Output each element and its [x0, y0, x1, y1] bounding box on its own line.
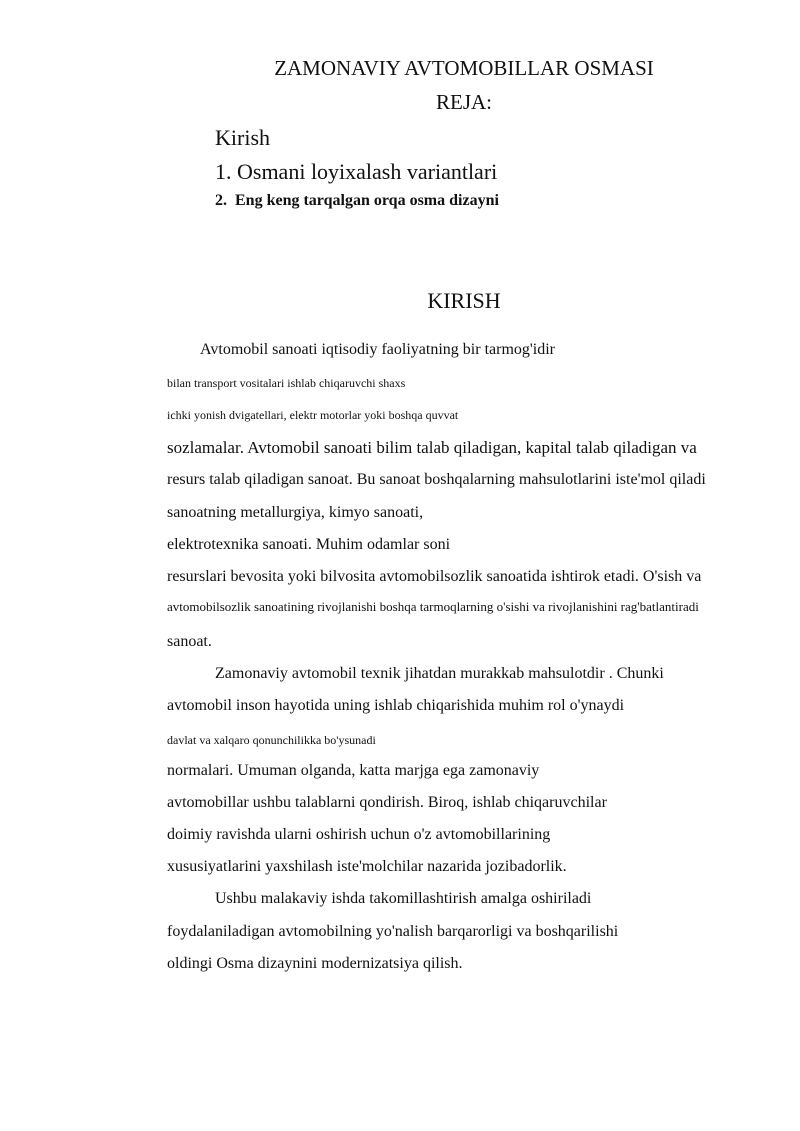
- body-line: normalari. Umuman olganda, katta marjga ega zamonaviy: [167, 762, 540, 779]
- body-line: avtomobilsozlik sanoatining rivojlanishi boshqa tarmoqlarning o'sishi va rivojlanishini rag'batlantiradi: [167, 599, 699, 614]
- body-line: elektrotexnika sanoati. Muhim odamlar soni: [167, 536, 451, 553]
- toc-item-2: [215, 192, 499, 210]
- body-line: avtomobil inson hayotida uning ishlab chiqarishida muhim rol o'ynaydi: [167, 697, 625, 714]
- body-line: Zamonaviy avtomobil texnik jihatdan murakkab mahsulotdir . Chunki: [215, 665, 664, 682]
- body-line: xususiyatlarini yaxshilash iste'molchilar nazarida jozibadorlik.: [167, 858, 567, 875]
- body-line: doimiy ravishda ularni oshirish uchun o'z avtomobillarining: [167, 826, 551, 843]
- body-line: Ushbu malakaviy ishda takomillashtirish amalga oshiriladi: [215, 890, 592, 907]
- toc-item-2-number: 2.: [215, 192, 227, 209]
- document-title: ZAMONAVIY AVTOMOBILLAR OSMASI: [274, 56, 654, 80]
- section-heading-kirish: KIRISH: [427, 288, 501, 313]
- toc-item-2-text: Eng keng tarqalgan orqa osma dizayni: [235, 192, 499, 209]
- body-line: davlat va xalqaro qonunchilikka bo'ysunadi: [167, 733, 376, 747]
- body-line: sanoat.: [167, 633, 212, 650]
- plan-heading: REJA:: [435, 90, 492, 114]
- body-line: resurslari bevosita yoki bilvosita avtomobilsozlik sanoatida ishtirok etadi. O'sish va: [167, 568, 702, 585]
- body-line: sozlamalar. Avtomobil sanoati bilim talab qiladigan, kapital talab qiladigan va: [167, 438, 697, 457]
- toc-item-intro: Kirish: [215, 125, 270, 150]
- body-line: bilan transport vositalari ishlab chiqaruvchi shaxs: [167, 376, 406, 390]
- body-line: ichki yonish dvigatellari, elektr motorlar yoki boshqa quvvat: [167, 408, 459, 422]
- body-line: sanoatning metallurgiya, kimyo sanoati,: [167, 504, 424, 521]
- toc-item-1: 1. Osmani loyixalash variantlari: [215, 159, 498, 184]
- body-line: oldingi Osma dizaynini modernizatsiya qilish.: [167, 955, 463, 972]
- body-line: avtomobillar ushbu talablarni qondirish. Biroq, ishlab chiqaruvchilar: [167, 794, 607, 811]
- body-line: Avtomobil sanoati iqtisodiy faoliyatning bir tarmog'idir: [200, 341, 555, 358]
- body-line: foydalaniladigan avtomobilning yo'nalish barqarorligi va boshqarilishi: [167, 923, 619, 940]
- body-line: resurs talab qiladigan sanoat. Bu sanoat boshqalarning mahsulotlarini iste'mol qiladi: [167, 471, 706, 488]
